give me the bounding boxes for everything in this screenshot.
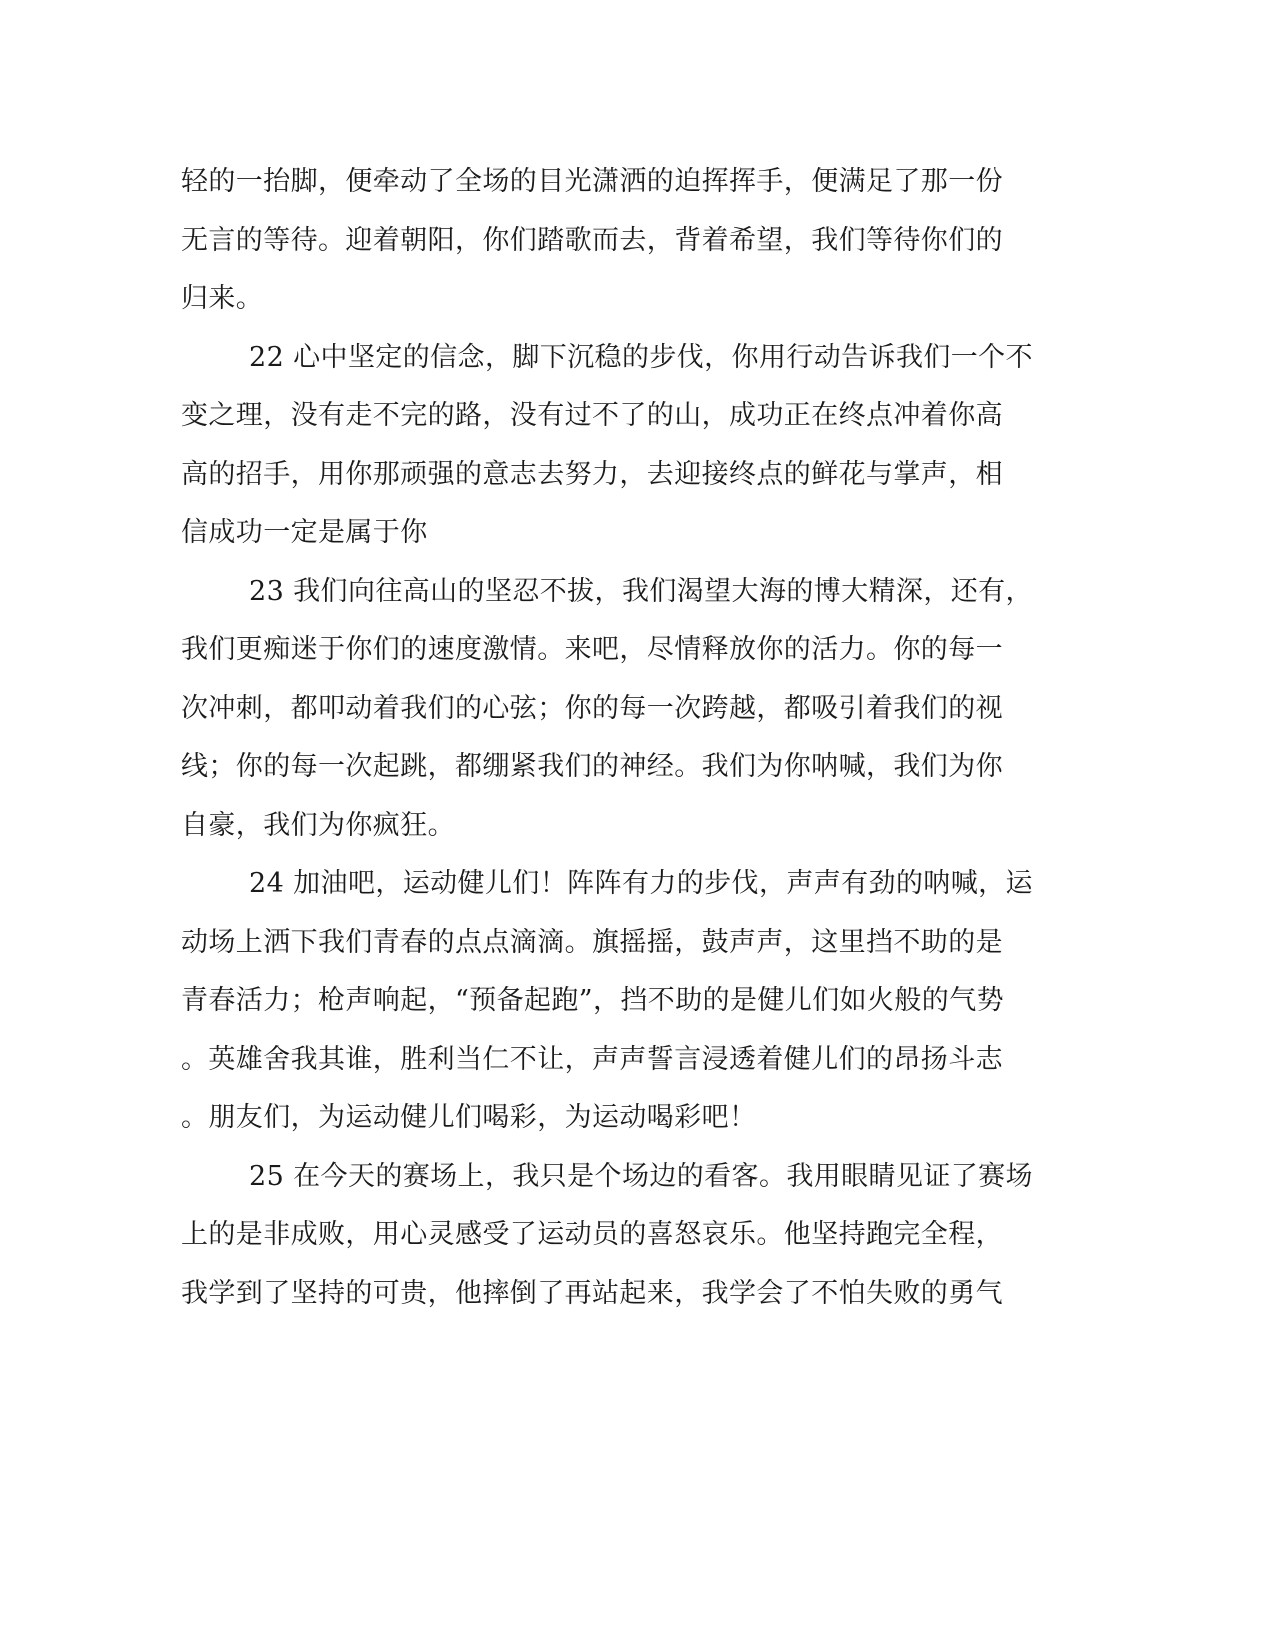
text-line: 上的是非成败，用心灵感受了运动员的喜怒哀乐。他坚持跑完全程，	[181, 1219, 1003, 1250]
text-line: 22 心中坚定的信念，脚下沉稳的步伐，你用行动告诉我们一个不	[249, 341, 1033, 373]
text-line: 轻的一抬脚，便牵动了全场的目光潇洒的迫挥挥手，便满足了那一份	[181, 166, 1003, 197]
text-line: 高的招手，用你那顽强的意志去努力，去迎接终点的鲜花与掌声，相	[181, 458, 1003, 490]
text-line: 24 加油吧，运动健儿们！阵阵有力的步伐，声声有劲的呐喊，运	[249, 868, 1033, 899]
text-line: 自豪，我们为你疯狂。	[181, 809, 455, 841]
text-line: 我们更痴迷于你们的速度激情。来吧，尽情释放你的活力。你的每一	[181, 634, 1003, 665]
text-line: 23 我们向往高山的坚忍不拔，我们渴望大海的博大精深，还有，	[249, 575, 1033, 607]
text-line: 25 在今天的赛场上，我只是个场边的看客。我用眼睛见证了赛场	[249, 1160, 1033, 1192]
text-line: 信成功一定是属于你	[181, 517, 428, 548]
text-line: 归来。	[181, 283, 264, 314]
text-line: 线；你的每一次起跳，都绷紧我们的神经。我们为你呐喊，我们为你	[181, 751, 1003, 782]
text-line: 青春活力；枪声响起，“预备起跑”，挡不助的是健儿们如火般的气势	[181, 985, 1005, 1016]
text-line: 动场上洒下我们青春的点点滴滴。旗摇摇，鼓声声，这里挡不助的是	[181, 926, 1003, 958]
text-line: 次冲刺，都叩动着我们的心弦；你的每一次跨越，都吸引着我们的视	[181, 692, 1003, 724]
text-line: 。朋友们，为运动健儿们喝彩，为运动喝彩吧！	[181, 1102, 757, 1133]
body-text	[181, 153, 1041, 1323]
text-line: 变之理，没有走不完的路，没有过不了的山，成功正在终点冲着你高	[181, 400, 1003, 431]
text-line: 无言的等待。迎着朝阳，你们踏歌而去，背着希望，我们等待你们的	[181, 224, 1003, 256]
text-line: 我学到了坚持的可贵，他摔倒了再站起来，我学会了不怕失败的勇气	[181, 1277, 1003, 1309]
text-line: 。英雄舍我其谁，胜利当仁不让，声声誓言浸透着健儿们的昂扬斗志	[181, 1043, 1003, 1075]
